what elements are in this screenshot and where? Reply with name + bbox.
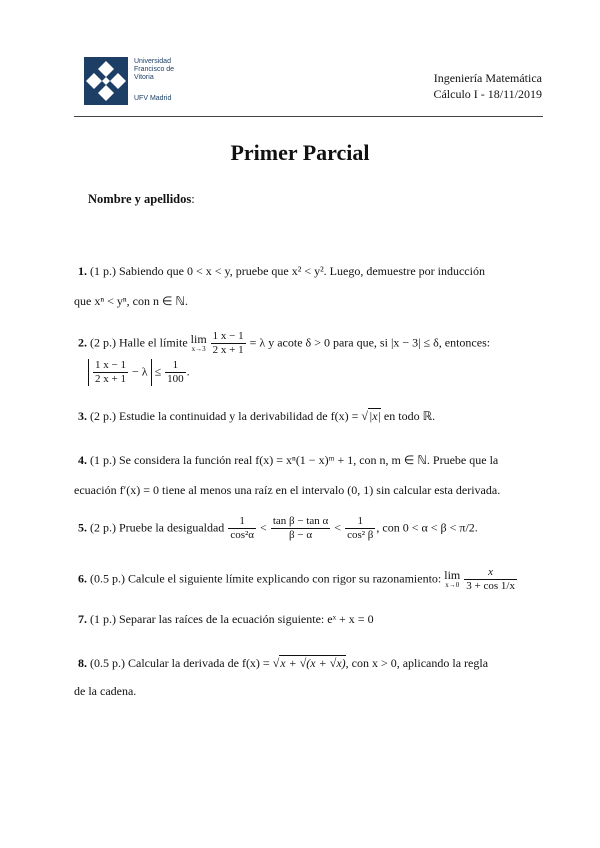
- problem-number: 3.: [78, 409, 87, 423]
- numerator: x: [464, 566, 517, 580]
- problem-text: = λ y acote δ > 0 para que, si |x − 3| ≤ δ, entonces:: [249, 335, 491, 350]
- denominator: 2 x + 1: [95, 373, 126, 385]
- problem-1: [74, 263, 544, 310]
- limit-expression: [444, 567, 461, 590]
- limit-subscript: x→3: [191, 344, 206, 353]
- problem-text: .: [186, 364, 190, 379]
- problem-3: 3. (2 p.) Estudie la continuidad y la derivabilidad de f(x) = √|x| en todo ℝ.: [78, 409, 436, 423]
- problem-text: Sabiendo que 0 < x < y, pruebe que x² < y². Luego, demuestre por inducción: [119, 264, 485, 278]
- sqrt-argument: x + √(x + √x): [280, 656, 346, 670]
- problem-text: que xⁿ < yⁿ, con n ∈ ℕ.: [74, 294, 189, 308]
- university-name: [134, 58, 194, 82]
- limit-subscript: x→0: [445, 580, 460, 589]
- denominator: cos² β: [347, 529, 374, 541]
- numerator: tan β − tan α: [272, 515, 329, 527]
- problem-8: 8. (0.5 p.) Calcular la derivada de f(x) = √x + √(x + √x), con x > 0, aplicando la regla de la cadena.: [74, 655, 544, 700]
- sqrt-argument: |x|: [368, 409, 381, 423]
- university-logo-icon: [84, 57, 128, 105]
- problem-text: , con x > 0, aplicando la regla: [345, 656, 489, 670]
- problem-number: 6.: [78, 571, 87, 586]
- fraction: [345, 515, 375, 542]
- problem-text: Halle el límite: [119, 335, 188, 350]
- fraction: [228, 515, 256, 542]
- problem-points: (2 p.): [90, 335, 116, 350]
- problem-text: Se considera la función real f(x) = xⁿ(1 − x)ᵐ + 1, con n, m ∈ ℕ. Pruebe que la: [119, 453, 499, 467]
- denominator: 100: [167, 373, 184, 385]
- fraction: [165, 359, 186, 386]
- inequality-sign: <: [334, 520, 342, 535]
- absolute-value: [88, 359, 152, 386]
- problem-text: , con 0 < α < β < π/2.: [376, 520, 478, 535]
- campus-label: UFV Madrid: [134, 95, 172, 102]
- problem-text: ≤: [154, 364, 162, 379]
- numerator: 1: [345, 515, 375, 529]
- fraction: [271, 515, 330, 542]
- limit-operator: lim: [190, 331, 207, 346]
- problem-points: (2 p.): [90, 409, 116, 423]
- header-divider: [74, 116, 543, 117]
- problem-points: (2 p.): [90, 520, 116, 535]
- limit-expression: [190, 331, 207, 354]
- name-field: Nombre y apellidos:: [88, 192, 195, 206]
- problem-7: [74, 611, 544, 628]
- denominator: 2 x + 1: [212, 344, 244, 356]
- problem-text: Estudie la continuidad y la derivabilidad de f(x) =: [119, 409, 359, 423]
- fraction: [464, 566, 517, 593]
- problem-text: − λ: [131, 364, 148, 379]
- problem-text: de la cadena.: [74, 684, 137, 698]
- problem-text: Pruebe la desigualdad: [119, 520, 225, 535]
- problem-points: (0.5 p.): [90, 571, 125, 586]
- exam-date: Cálculo I - 18/11/2019: [433, 87, 542, 101]
- problem-number: 1.: [78, 264, 87, 278]
- header-info: [433, 70, 542, 102]
- denominator: cos²α: [230, 529, 255, 541]
- problem-points: (1 p.): [90, 612, 116, 626]
- problem-text: Separar las raíces de la ecuación siguiente: eˣ + x = 0: [119, 612, 374, 626]
- page-title: Primer Parcial: [230, 140, 370, 165]
- inequality-sign: <: [260, 520, 267, 535]
- university-line: Universidad: [134, 58, 171, 65]
- problem-text: en todo ℝ.: [383, 409, 436, 423]
- problem-number: 2.: [78, 335, 87, 350]
- problem-points: (0.5 p.): [90, 656, 125, 670]
- problem-number: 7.: [78, 612, 87, 626]
- problem-text: Calcule el siguiente límite explicando con rigor su razonamiento:: [128, 571, 442, 586]
- university-line: Vitoria: [134, 74, 154, 81]
- numerator: 1: [165, 359, 186, 373]
- limit-operator: lim: [444, 567, 461, 582]
- denominator: β − α: [289, 529, 313, 541]
- problem-text: ecuación f′(x) = 0 tiene al menos una raíz en el intervalo (0, 1) sin calcular esta derivada.: [74, 483, 501, 497]
- problem-number: 5.: [78, 520, 87, 535]
- numerator: 1: [228, 515, 256, 529]
- problem-5: [74, 515, 544, 542]
- problem-4: [74, 452, 544, 499]
- problem-points: (1 p.): [90, 264, 116, 278]
- fraction: [211, 330, 246, 357]
- numerator: 1 x − 1: [95, 359, 126, 371]
- problem-number: 8.: [78, 656, 87, 670]
- numerator: 1 x − 1: [212, 330, 244, 342]
- problem-number: 4.: [78, 453, 87, 467]
- fraction: [93, 359, 128, 386]
- name-label: Nombre y apellidos: [88, 192, 192, 206]
- problem-6: [74, 566, 544, 593]
- problem-points: (1 p.): [90, 453, 116, 467]
- university-line: Francisco de: [134, 66, 175, 73]
- denominator: 3 + cos 1/x: [466, 580, 515, 592]
- course-name: Ingeniería Matemática: [433, 71, 542, 85]
- problem-text: Calcular la derivada de f(x) =: [128, 656, 270, 670]
- problem-2: [74, 330, 544, 386]
